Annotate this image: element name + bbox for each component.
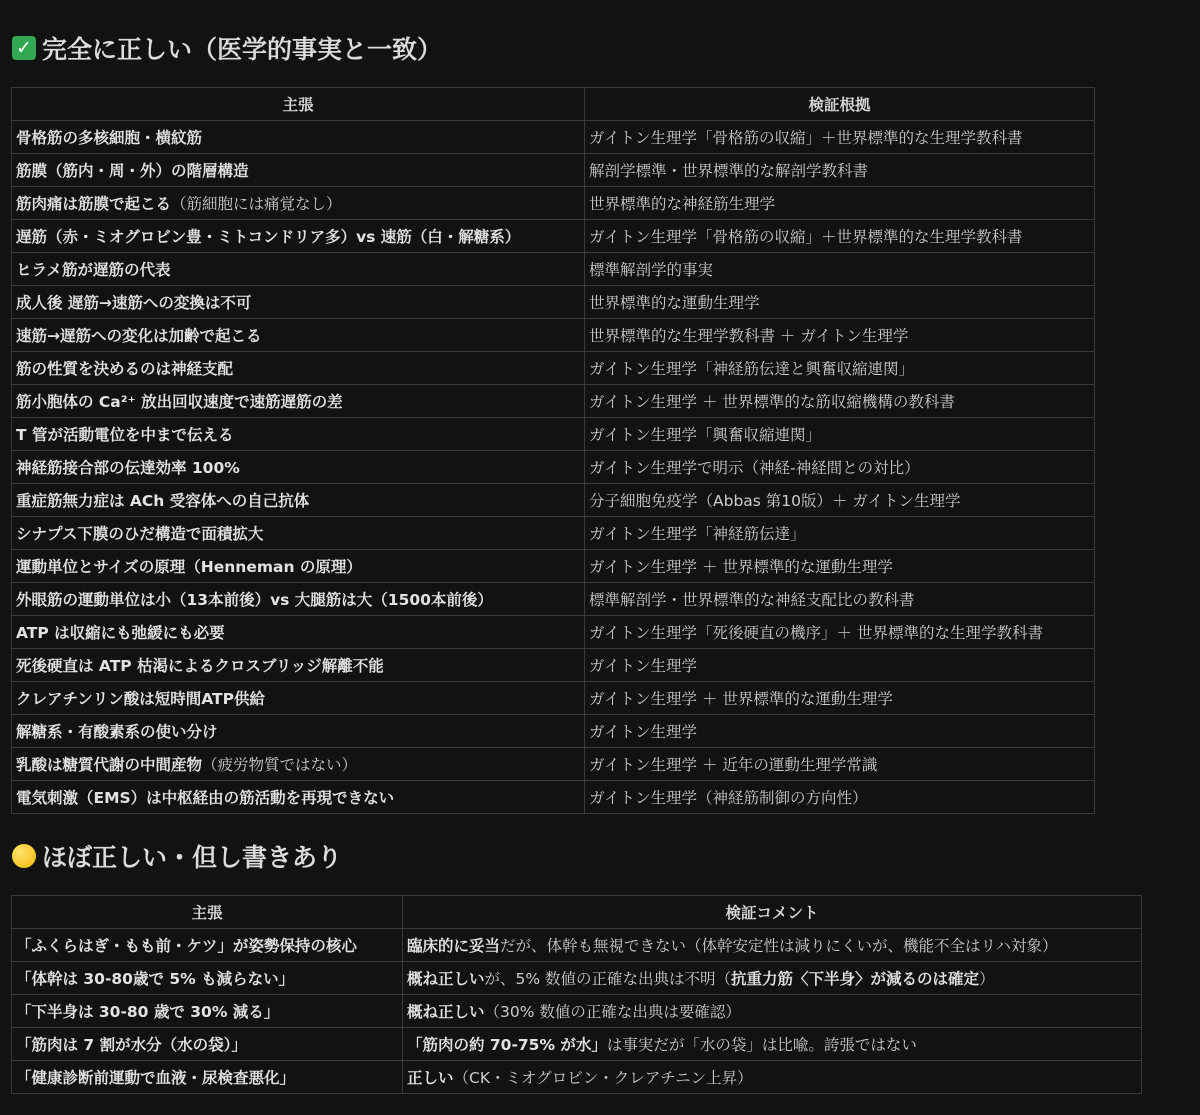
comment-segment: が、5% 数値の正確な出典は不明（ bbox=[484, 970, 732, 988]
comment-segment: （CK・ミオグロビン・クレアチニン上昇） bbox=[453, 1069, 753, 1087]
claim-text: 筋肉痛は筋膜で起こる bbox=[16, 195, 172, 213]
claim-cell bbox=[12, 715, 585, 748]
section2-title: ほぼ正しい・但し書きあり bbox=[42, 843, 343, 872]
yellow-circle-icon bbox=[12, 844, 36, 868]
table-row bbox=[12, 583, 1095, 616]
claim-cell bbox=[12, 929, 403, 962]
table-row bbox=[12, 319, 1095, 352]
claim-text: 乳酸は糖質代謝の中間産物 bbox=[16, 756, 203, 774]
table-row bbox=[12, 220, 1095, 253]
claim-text: 筋の性質を決めるのは神経支配 bbox=[16, 360, 234, 378]
table-row bbox=[12, 962, 1142, 995]
claim-text: ヒラメ筋が遅筋の代表 bbox=[16, 261, 171, 279]
section1-heading bbox=[12, 30, 442, 66]
claim-cell bbox=[12, 220, 585, 253]
claim-text: 解糖系・有酸素系の使い分け bbox=[16, 723, 218, 741]
claim-cell bbox=[12, 154, 585, 187]
claim-cell bbox=[12, 253, 585, 286]
column-header-claim: 主張 bbox=[12, 88, 585, 121]
claim-text: 「筋肉は 7 割が水分（水の袋）」 bbox=[16, 1036, 247, 1054]
claim-text: 重症筋無力症は ACh 受容体への自己抗体 bbox=[16, 492, 310, 510]
basis-cell: ガイトン生理学「骨格筋の収縮」＋世界標準的な生理学教科書 bbox=[585, 220, 1095, 253]
verified-claims-table bbox=[11, 87, 1095, 814]
basis-cell: ガイトン生理学 bbox=[585, 649, 1095, 682]
claim-text: 筋小胞体の Ca²⁺ 放出回収速度で速筋遅筋の差 bbox=[16, 393, 343, 411]
claim-text: 運動単位とサイズの原理（Henneman の原理） bbox=[16, 558, 362, 576]
comment-cell bbox=[403, 1061, 1142, 1094]
table-row bbox=[12, 748, 1095, 781]
basis-cell: ガイトン生理学 ＋ 世界標準的な筋収縮機構の教科書 bbox=[585, 385, 1095, 418]
table-row bbox=[12, 682, 1095, 715]
claim-note: （筋細胞には痛覚なし） bbox=[171, 195, 342, 213]
basis-cell: 解剖学標準・世界標準的な解剖学教科書 bbox=[585, 154, 1095, 187]
comment-segment: 概ね正しい bbox=[407, 970, 485, 988]
claim-text: クレアチンリン酸は短時間ATP供給 bbox=[16, 690, 265, 708]
comment-cell bbox=[403, 995, 1142, 1028]
basis-cell: ガイトン生理学で明示（神経-神経間との対比） bbox=[585, 451, 1095, 484]
comment-cell bbox=[403, 929, 1142, 962]
basis-cell: ガイトン生理学 ＋ 世界標準的な運動生理学 bbox=[585, 682, 1095, 715]
table-header-row bbox=[12, 896, 1142, 929]
claim-cell bbox=[12, 995, 403, 1028]
claim-cell bbox=[12, 517, 585, 550]
claim-text: シナプス下膜のひだ構造で面積拡大 bbox=[16, 525, 264, 543]
table-header-row bbox=[12, 88, 1095, 121]
claim-text: 電気刺激（EMS）は中枢経由の筋活動を再現できない bbox=[16, 789, 395, 807]
table-row bbox=[12, 418, 1095, 451]
basis-cell: ガイトン生理学（神経筋制御の方向性） bbox=[585, 781, 1095, 814]
claim-text: 神経筋接合部の伝達効率 100% bbox=[16, 459, 240, 477]
comment-segment: 「筋肉の約 70-75% が水」 bbox=[407, 1036, 607, 1054]
claim-cell bbox=[12, 781, 585, 814]
table-row bbox=[12, 550, 1095, 583]
column-header-claim: 主張 bbox=[12, 896, 403, 929]
comment-segment: は事実だが「水の袋」は比喩。誇張ではない bbox=[606, 1036, 917, 1054]
claim-text: 骨格筋の多核細胞・横紋筋 bbox=[16, 129, 203, 147]
basis-cell: ガイトン生理学「神経筋伝達と興奮収縮連関」 bbox=[585, 352, 1095, 385]
claim-cell bbox=[12, 649, 585, 682]
table-row bbox=[12, 352, 1095, 385]
claim-cell bbox=[12, 319, 585, 352]
table-row bbox=[12, 484, 1095, 517]
claim-cell bbox=[12, 187, 585, 220]
claim-cell bbox=[12, 962, 403, 995]
comment-segment: ） bbox=[979, 970, 995, 988]
claim-cell bbox=[12, 682, 585, 715]
claim-text: 成人後 遅筋→速筋への変換は不可 bbox=[16, 294, 252, 312]
basis-cell: ガイトン生理学「興奮収縮連関」 bbox=[585, 418, 1095, 451]
table-row bbox=[12, 385, 1095, 418]
table-row bbox=[12, 715, 1095, 748]
comment-segment: 概ね正しい bbox=[407, 1003, 485, 1021]
claim-cell bbox=[12, 1028, 403, 1061]
claim-cell bbox=[12, 418, 585, 451]
column-header-comment: 検証コメント bbox=[403, 896, 1142, 929]
table-row bbox=[12, 517, 1095, 550]
claim-cell bbox=[12, 484, 585, 517]
table-row bbox=[12, 1061, 1142, 1094]
claim-text: 「下半身は 30-80 歳で 30% 減る」 bbox=[16, 1003, 280, 1021]
table-row bbox=[12, 154, 1095, 187]
basis-cell: 分子細胞免疫学（Abbas 第10版）＋ ガイトン生理学 bbox=[585, 484, 1095, 517]
claim-cell bbox=[12, 550, 585, 583]
claim-cell bbox=[12, 352, 585, 385]
basis-cell: ガイトン生理学「神経筋伝達」 bbox=[585, 517, 1095, 550]
claim-text: 筋膜（筋内・周・外）の階層構造 bbox=[16, 162, 249, 180]
comment-segment: 抗重力筋〈下半身〉が減るのは確定 bbox=[731, 970, 980, 988]
claim-text: 「体幹は 30-80歳で 5% も減らない」 bbox=[16, 970, 295, 988]
basis-cell: 標準解剖学的事実 bbox=[585, 253, 1095, 286]
section1-title: 完全に正しい（医学的事実と一致） bbox=[42, 35, 443, 64]
claim-cell bbox=[12, 748, 585, 781]
claim-cell bbox=[12, 451, 585, 484]
comment-cell bbox=[403, 1028, 1142, 1061]
comment-segment: だが、体幹も無視できない（体幹安定性は減りにくいが、機能不全はリハ対象） bbox=[500, 937, 1058, 955]
claim-text: 速筋→遅筋への変化は加齢で起こる bbox=[16, 327, 262, 345]
table-row bbox=[12, 187, 1095, 220]
comment-cell bbox=[403, 962, 1142, 995]
section2-heading bbox=[12, 838, 342, 874]
comment-segment: （30% 数値の正確な出典は要確認） bbox=[484, 1003, 741, 1021]
basis-cell: ガイトン生理学 ＋ 世界標準的な運動生理学 bbox=[585, 550, 1095, 583]
basis-cell: ガイトン生理学 bbox=[585, 715, 1095, 748]
claim-text: 死後硬直は ATP 枯渇によるクロスブリッジ解離不能 bbox=[16, 657, 384, 675]
claim-cell bbox=[12, 616, 585, 649]
table-row bbox=[12, 1028, 1142, 1061]
basis-cell: ガイトン生理学 ＋ 近年の運動生理学常識 bbox=[585, 748, 1095, 781]
mostly-correct-claims-table bbox=[11, 895, 1142, 1094]
table-row bbox=[12, 451, 1095, 484]
claim-cell bbox=[12, 121, 585, 154]
claim-cell bbox=[12, 286, 585, 319]
comment-segment: 臨床的に妥当 bbox=[407, 937, 501, 955]
claim-cell bbox=[12, 385, 585, 418]
table-row bbox=[12, 286, 1095, 319]
check-mark-icon: ✓ bbox=[12, 36, 36, 60]
table-row bbox=[12, 929, 1142, 962]
table-row bbox=[12, 616, 1095, 649]
table-row bbox=[12, 649, 1095, 682]
claim-text: 「健康診断前運動で血液・尿検査悪化」 bbox=[16, 1069, 296, 1087]
claim-text: 「ふくらはぎ・もも前・ケツ」が姿勢保持の核心 bbox=[16, 937, 357, 955]
basis-cell: 世界標準的な運動生理学 bbox=[585, 286, 1095, 319]
basis-cell: 世界標準的な神経筋生理学 bbox=[585, 187, 1095, 220]
basis-cell: 世界標準的な生理学教科書 ＋ ガイトン生理学 bbox=[585, 319, 1095, 352]
basis-cell: 標準解剖学・世界標準的な神経支配比の教科書 bbox=[585, 583, 1095, 616]
claim-text: 遅筋（赤・ミオグロビン豊・ミトコンドリア多）vs 速筋（白・解糖系） bbox=[16, 228, 521, 246]
basis-cell: ガイトン生理学「骨格筋の収縮」＋世界標準的な生理学教科書 bbox=[585, 121, 1095, 154]
table-row bbox=[12, 253, 1095, 286]
table-row bbox=[12, 781, 1095, 814]
comment-segment: 正しい bbox=[407, 1069, 454, 1087]
claim-note: （疲労物質ではない） bbox=[202, 756, 358, 774]
claim-cell bbox=[12, 1061, 403, 1094]
claim-text: ATP は収縮にも弛緩にも必要 bbox=[16, 624, 225, 642]
claim-text: 外眼筋の運動単位は小（13本前後）vs 大腿筋は大（1500本前後） bbox=[16, 591, 493, 609]
column-header-basis: 検証根拠 bbox=[585, 88, 1095, 121]
table-row bbox=[12, 995, 1142, 1028]
basis-cell: ガイトン生理学「死後硬直の機序」＋ 世界標準的な生理学教科書 bbox=[585, 616, 1095, 649]
claim-text: T 管が活動電位を中まで伝える bbox=[16, 426, 234, 444]
table-row bbox=[12, 121, 1095, 154]
claim-cell bbox=[12, 583, 585, 616]
